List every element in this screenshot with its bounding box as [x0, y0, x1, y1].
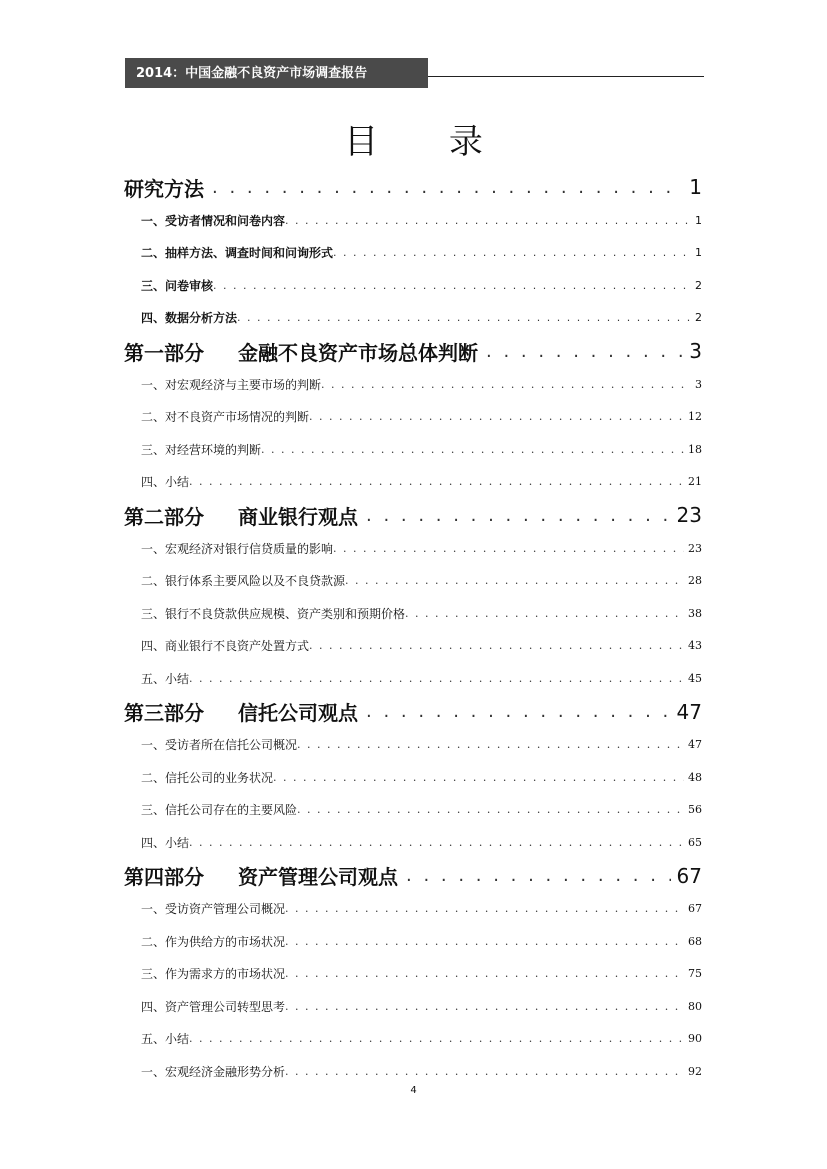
toc-page-number: 65 [688, 835, 702, 849]
dot-leader [285, 214, 691, 227]
table-of-contents [124, 170, 702, 1088]
toc-entry-label: 一、受访者情况和问卷内容 [141, 213, 286, 228]
toc-page-number: 56 [688, 803, 702, 817]
toc-subsection-entry[interactable] [124, 1023, 702, 1056]
toc-part-title: 信托公司观点 [238, 701, 358, 725]
toc-entry-label: 二、信托公司的业务状况 [141, 770, 274, 785]
dot-leader [309, 639, 684, 652]
toc-page-number: 67 [676, 863, 702, 888]
toc-entry-label: 四、小结 [141, 475, 190, 490]
toc-section-entry[interactable] [124, 498, 702, 532]
toc-section-entry[interactable] [124, 695, 702, 729]
dot-leader [285, 967, 684, 980]
toc-page-number: 1 [689, 175, 702, 199]
toc-entry-label: 二、对不良资产市场情况的判断 [141, 410, 310, 425]
toc-entry-label: 三、银行不良贷款供应规模、资产类别和预期价格 [141, 606, 406, 621]
dot-leader [285, 1065, 684, 1078]
dot-leader [261, 443, 684, 456]
dot-leader [204, 177, 683, 198]
toc-entry-label: 五、小结 [141, 671, 190, 686]
toc-entry-label [124, 501, 358, 530]
toc-entry-label: 二、作为供给方的市场状况 [141, 934, 286, 949]
toc-page-number: 21 [688, 475, 702, 489]
toc-part-number: 第二部分 [124, 504, 204, 529]
toc-subsection-entry[interactable] [124, 368, 702, 401]
toc-page-number: 43 [688, 639, 702, 653]
toc-entry-label: 三、问卷审核 [141, 278, 214, 293]
dot-leader [213, 279, 691, 292]
toc-page-number: 47 [676, 699, 702, 724]
dot-leader [297, 803, 684, 816]
dot-leader [309, 410, 684, 423]
dot-leader [285, 935, 684, 948]
toc-page-number: 23 [688, 541, 702, 555]
toc-subsection-entry[interactable] [124, 565, 702, 598]
toc-subsection-entry[interactable] [124, 466, 702, 499]
dot-leader [321, 378, 691, 391]
dot-leader [405, 607, 684, 620]
toc-subsection-entry[interactable] [124, 1055, 702, 1088]
dot-leader [189, 475, 684, 488]
toc-subsection-entry[interactable] [124, 269, 702, 302]
toc-part-number: 第三部分 [124, 701, 204, 725]
toc-entry-label [124, 337, 478, 366]
toc-page-number: 23 [676, 503, 702, 527]
page-number: 4 [410, 1085, 417, 1096]
toc-page-number: 45 [688, 671, 702, 685]
dot-leader [273, 771, 684, 784]
toc-page-number: 18 [688, 442, 702, 456]
toc-subsection-entry[interactable] [124, 990, 702, 1023]
toc-subsection-entry[interactable] [124, 302, 702, 335]
toc-subsection-entry[interactable] [124, 662, 702, 695]
toc-subsection-entry[interactable] [124, 237, 702, 270]
toc-part-title: 金融不良资产市场总体判断 [238, 340, 478, 365]
toc-subsection-entry[interactable] [124, 794, 702, 827]
toc-subsection-entry[interactable] [124, 761, 702, 794]
toc-entry-label: 四、商业银行不良资产处置方式 [141, 639, 310, 654]
toc-page-number: 12 [688, 410, 702, 424]
toc-page-number: 90 [688, 1032, 702, 1046]
toc-entry-label: 二、抽样方法、调查时间和问询形式 [141, 246, 334, 261]
toc-page-number: 80 [688, 999, 702, 1013]
toc-subsection-entry[interactable] [124, 597, 702, 630]
dot-leader [358, 701, 671, 722]
toc-entry-label: 四、小结 [141, 835, 190, 850]
toc-entry-label: 一、受访资产管理公司概况 [141, 902, 286, 917]
dot-leader [189, 672, 684, 685]
toc-page-number: 2 [695, 311, 702, 325]
toc-subsection-entry[interactable] [124, 204, 702, 237]
dot-leader [237, 311, 691, 324]
toc-entry-label: 研究方法 [124, 176, 204, 201]
toc-subsection-entry[interactable] [124, 958, 702, 991]
toc-subsection-entry[interactable] [124, 826, 702, 859]
dot-leader [478, 341, 683, 362]
dot-leader [285, 902, 684, 915]
toc-subsection-entry[interactable] [124, 893, 702, 926]
dot-leader [189, 836, 684, 849]
dot-leader [398, 865, 671, 886]
dot-leader [285, 1000, 684, 1013]
toc-page-number: 38 [688, 606, 702, 620]
toc-page-number: 3 [695, 377, 702, 391]
toc-entry-label: 一、宏观经济对银行信贷质量的影响 [141, 541, 334, 556]
toc-entry-label: 一、对宏观经济与主要市场的判断 [141, 377, 322, 392]
dot-leader [333, 542, 684, 555]
toc-section-entry[interactable] [124, 334, 702, 368]
toc-entry-label: 三、作为需求方的市场状况 [141, 967, 286, 982]
header-rule [428, 76, 704, 77]
dot-leader [358, 505, 671, 526]
toc-part-title: 资产管理公司观点 [238, 865, 398, 889]
toc-subsection-entry[interactable] [124, 532, 702, 565]
toc-entry-label [124, 697, 358, 726]
toc-page-number: 68 [688, 934, 702, 948]
toc-entry-label: 四、资产管理公司转型思考 [141, 999, 286, 1014]
toc-part-number: 第一部分 [124, 340, 204, 365]
toc-page-number: 3 [689, 339, 702, 363]
toc-page-number: 47 [688, 738, 702, 752]
toc-entry-label: 二、银行体系主要风险以及不良贷款源 [141, 574, 346, 589]
toc-page-number: 92 [688, 1064, 702, 1078]
dot-leader [189, 1032, 684, 1045]
toc-section-entry[interactable] [124, 859, 702, 893]
dot-leader [297, 738, 684, 751]
toc-subsection-entry[interactable] [124, 401, 702, 434]
toc-subsection-entry[interactable] [124, 433, 702, 466]
toc-page-number: 75 [688, 967, 702, 981]
report-header-title: 2014：中国金融不良资产市场调查报告 [125, 58, 428, 88]
toc-entry-label: 三、信托公司存在的主要风险 [141, 803, 298, 818]
toc-page-number: 67 [688, 902, 702, 916]
toc-subsection-entry[interactable] [124, 630, 702, 663]
dot-leader [333, 246, 691, 259]
toc-entry-label: 四、数据分析方法 [141, 311, 238, 326]
toc-entry-label [124, 861, 398, 890]
toc-part-title: 商业银行观点 [238, 504, 358, 529]
toc-entry-label: 一、宏观经济金融形势分析 [141, 1064, 286, 1079]
toc-entry-label: 三、对经营环境的判断 [141, 442, 262, 457]
toc-subsection-entry[interactable] [124, 729, 702, 762]
toc-page-number: 2 [695, 278, 702, 292]
toc-entry-label: 五、小结 [141, 1032, 190, 1047]
dot-leader [345, 574, 684, 587]
toc-page-number: 1 [695, 213, 702, 227]
toc-title: 目 录 [344, 122, 513, 162]
toc-subsection-entry[interactable] [124, 925, 702, 958]
toc-entry-label: 一、受访者所在信托公司概况 [141, 738, 298, 753]
toc-part-number: 第四部分 [124, 865, 204, 889]
toc-page-number: 28 [688, 574, 702, 588]
toc-page-number: 1 [695, 246, 702, 260]
toc-page-number: 48 [688, 770, 702, 784]
toc-section-entry[interactable] [124, 170, 702, 204]
